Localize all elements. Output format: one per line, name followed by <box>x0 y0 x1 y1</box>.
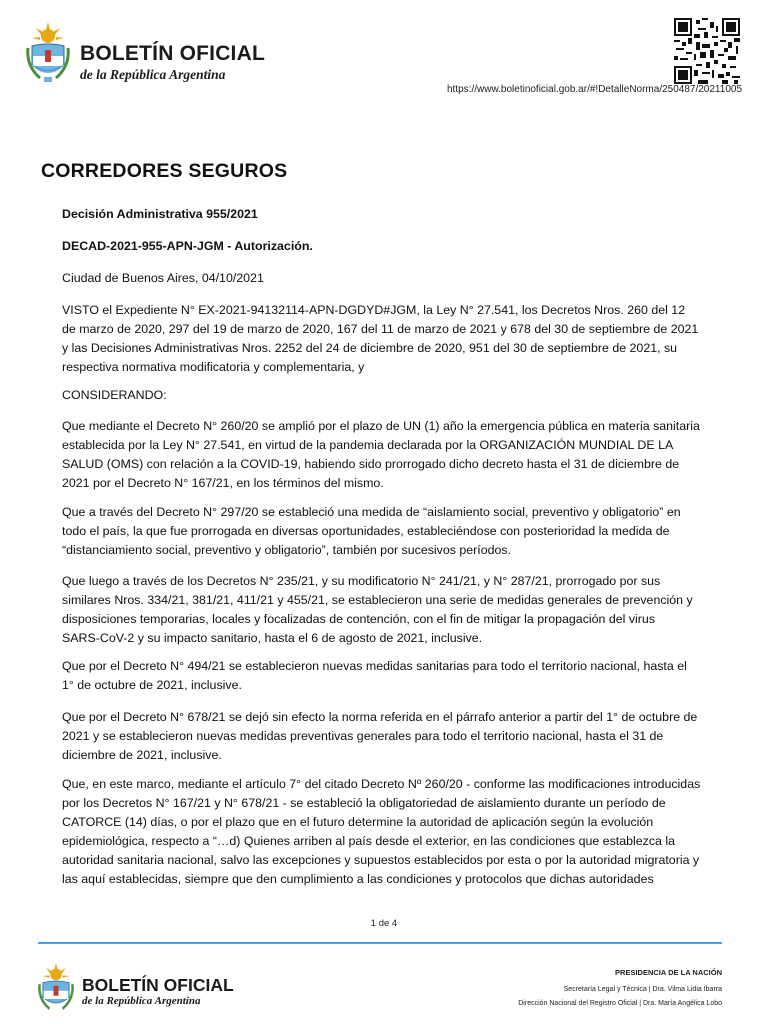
qr-code-icon <box>674 18 740 84</box>
text-line: SARS-CoV-2 y su impacto sanitario, hasta el 6 de agosto de 2021, inclusive. <box>62 631 483 645</box>
text-line: 2021 y se establecieron nuevas medidas preventivas generales para todo el territorio nacional, hasta el 31 de <box>62 729 664 743</box>
footer-secretaria: Secretaría Legal y Técnica | Dra. Vilma Lidia Ibarra <box>563 986 722 993</box>
text-line: disposiciones temporarias, locales y focalizadas de contención, con el fin de mitigar la propagación del virus <box>62 612 656 626</box>
text-line: y las Decisiones Administrativas Nros. 2252 del 24 de diciembre de 2020, 951 del 30 de septiembre de 2021, su <box>62 341 678 355</box>
text-line: VISTO el Expediente N° EX-2021-94132114-APN-DGDYD#JGM, la Ley N° 27.541, los Decretos Nros. 260 del 12 <box>62 303 686 317</box>
text-line: “distanciamiento social, preventivo y obligatorio”, también por sucesivos períodos. <box>62 543 512 557</box>
text-line: 1° de octubre de 2021, inclusive. <box>62 678 242 692</box>
header-brand-title: BOLETÍN OFICIAL <box>80 42 265 65</box>
text-line: autoridad sanitaria nacional, salvo las excepciones y supuestos establecidos por esta o por la autoridad migratoria y <box>62 853 700 867</box>
footer-presidencia: PRESIDENCIA DE LA NACIÓN <box>615 968 722 977</box>
header-brand-subtitle: de la República Argentina <box>80 67 226 82</box>
text-line: las aquí establecidas, siempre que den cumplimiento a las condiciones y protocolos que dichas autoridades <box>62 872 654 886</box>
text-line: 2021 por el Decreto N° 167/21, en los términos del mismo. <box>62 476 384 490</box>
text-line: de marzo de 2020, 297 del 19 de marzo de 2020, 167 del 11 de marzo de 2021 y 678 del 30 de septiembre de 2021 <box>62 322 699 336</box>
text-line: SALUD (OMS) con relación a la COVID-19, habiendo sido prorrogado dicho decreto hasta el 31 de diciembre de <box>62 457 680 471</box>
text-line: CONSIDERANDO: <box>62 388 167 402</box>
text-line: todo el país, la que fue prorrogada en diversas oportunidades, estableciéndose con posterioridad la medida de <box>62 524 670 538</box>
text-line: diciembre de 2021, inclusive. <box>62 748 222 762</box>
decision-heading: Decisión Administrativa 955/2021 <box>62 207 258 221</box>
footer-brand-subtitle: de la República Argentina <box>82 995 201 1007</box>
document-url[interactable]: https://www.boletinoficial.gob.ar/#!DetalleNorma/250487/20211005 <box>447 84 742 95</box>
text-line: CATORCE (14) días, o por el plazo que en el futuro determine la autoridad de aplicación según la evolución <box>62 815 654 829</box>
text-line: Que a través del Decreto N° 297/20 se estableció una medida de “aislamiento social, preventivo y obligatorio” en <box>62 505 681 519</box>
text-line: Que por el Decreto N° 678/21 se dejó sin efecto la norma referida en el párrafo anterior a partir del 1° de octubre de <box>62 710 698 724</box>
text-line: establecida por la Ley N° 27.541, en virtud de la pandemia declarada por la ORGANIZACIÓN MUNDIAL DE LA <box>62 438 674 452</box>
text-line: similares Nros. 334/21, 381/21, 411/21 y 455/21, se establecieron una serie de medidas generales de prevención y <box>62 593 693 607</box>
text-line: epidemiológica, respecto a “…d) Quienes arriben al país desde el exterior, en las condiciones que establezca la <box>62 834 676 848</box>
text-line: Que mediante el Decreto N° 260/20 se amplió por el plazo de UN (1) año la emergencia pública en materia sanitaria <box>62 419 700 433</box>
decision-reference: DECAD-2021-955-APN-JGM - Autorización. <box>62 239 313 253</box>
footer-brand-title: BOLETÍN OFICIAL <box>82 975 234 995</box>
text-line: respectiva normativa modificatoria y complementaria, y <box>62 360 365 374</box>
footer-direccion: Dirección Nacional del Registro Oficial | Dra. María Angélica Lobo <box>518 1000 722 1007</box>
footer-divider <box>38 942 722 944</box>
coat-of-arms-icon <box>26 22 70 88</box>
text-line: Que, en este marco, mediante el artículo 7° del citado Decreto Nº 260/20 - conforme las modificaciones introducidas <box>62 777 701 791</box>
text-line: Que luego a través de los Decretos N° 235/21, y su modificatorio N° 241/21, y N° 287/21, prorrogado por sus <box>62 574 661 588</box>
page-title: CORREDORES SEGUROS <box>41 160 288 182</box>
page-number: 1 de 4 <box>370 918 398 929</box>
text-line: por los Decretos N° 167/21 y N° 678/21 - se estableció la obligatoriedad de aislamiento durante un período de <box>62 796 666 810</box>
text-line: Que por el Decreto N° 494/21 se establecieron nuevas medidas sanitarias para todo el territorio nacional, hasta el <box>62 659 687 673</box>
place-date: Ciudad de Buenos Aires, 04/10/2021 <box>62 271 264 285</box>
coat-of-arms-icon <box>38 962 74 1018</box>
